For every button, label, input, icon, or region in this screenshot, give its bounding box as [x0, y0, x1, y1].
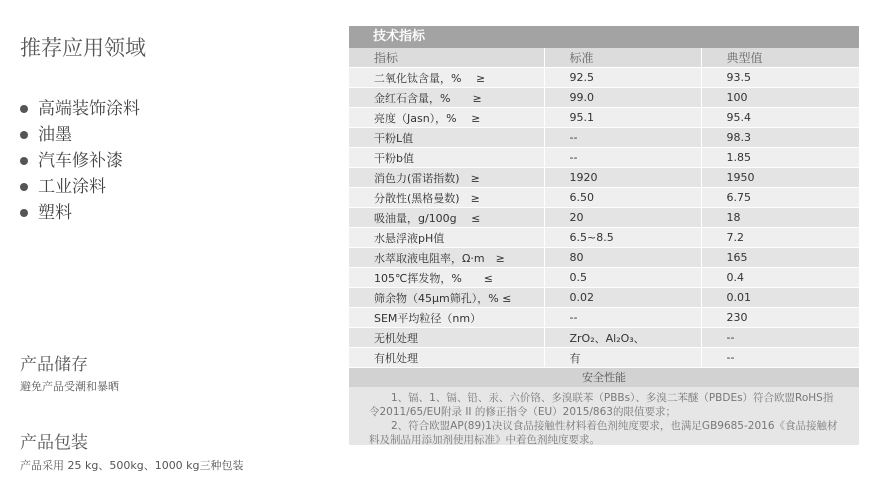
table-row: [349, 308, 859, 328]
cell-standard: 0.02: [544, 288, 701, 308]
cell-standard: 99.0: [544, 88, 701, 108]
table-row: [349, 348, 859, 368]
storage-text: 避免产品受潮和暴晒: [20, 380, 119, 393]
list-item: [20, 200, 140, 226]
cell-standard: --: [544, 148, 701, 168]
cell-indicator: 无机处理: [349, 328, 544, 348]
cell-typical: 98.3: [701, 128, 859, 148]
cell-typical: 1950: [701, 168, 859, 188]
bullet-icon: [20, 157, 28, 165]
table-row: [349, 68, 859, 88]
cell-standard: 1920: [544, 168, 701, 188]
cell-indicator: 亮度（Jasn），% ≥: [349, 108, 544, 128]
storage-title: 产品储存: [20, 355, 88, 375]
spec-panel: [349, 26, 859, 445]
cell-typical: 95.4: [701, 108, 859, 128]
cell-typical: 1.85: [701, 148, 859, 168]
cell-indicator: 筛余物（45μm筛孔），% ≤: [349, 288, 544, 308]
column-header-typical: 典型值: [701, 48, 859, 68]
table-row: [349, 288, 859, 308]
cell-typical: --: [701, 348, 859, 368]
cell-indicator: 干粉b值: [349, 148, 544, 168]
safety-line: 2、符合欧盟AP(89)1决议食品接触性材料着色剂纯度要求，也满足GB9685-2016《食品接触材料及制品用添加剂使用标准》中着色剂纯度要求。: [369, 420, 838, 446]
table-row: [349, 208, 859, 228]
packaging-title: 产品包装: [20, 433, 88, 453]
cell-typical: --: [701, 328, 859, 348]
cell-standard: --: [544, 308, 701, 328]
safety-title: 安全性能: [349, 368, 859, 387]
cell-typical: 0.01: [701, 288, 859, 308]
cell-typical: 165: [701, 248, 859, 268]
cell-typical: 100: [701, 88, 859, 108]
application-label: 汽车修补漆: [38, 151, 123, 171]
safety-text: [349, 387, 859, 445]
table-row: [349, 128, 859, 148]
table-header-row: [349, 48, 859, 68]
cell-indicator: 105℃挥发物，% ≤: [349, 268, 544, 288]
cell-standard: 95.1: [544, 108, 701, 128]
bullet-icon: [20, 105, 28, 113]
safety-line: 1、镉、1、镉、铅、汞、六价铬、多溴联苯（PBBs）、多溴二苯醚（PBDEs）符合欧盟RoHS指令2011/65/EU附录 II 的修正指令（EU）2015/863的限值要求；: [369, 392, 834, 418]
packaging-text: 产品采用 25 kg、500kg、1000 kg三种包装: [20, 459, 244, 472]
spec-title: 技术指标: [349, 26, 859, 48]
cell-indicator: 水悬浮液pH值: [349, 228, 544, 248]
left-column: [20, 0, 340, 490]
cell-standard: 0.5: [544, 268, 701, 288]
cell-standard: --: [544, 128, 701, 148]
cell-indicator: 分散性(黑格曼数) ≥: [349, 188, 544, 208]
cell-indicator: 水萃取液电阻率，Ω·m ≥: [349, 248, 544, 268]
application-label: 油墨: [38, 125, 72, 145]
list-item: [20, 122, 140, 148]
application-label: 工业涂料: [38, 177, 106, 197]
cell-indicator: 吸油量，g/100g ≤: [349, 208, 544, 228]
table-row: [349, 168, 859, 188]
cell-typical: 6.75: [701, 188, 859, 208]
cell-typical: 0.4: [701, 268, 859, 288]
application-label: 塑料: [38, 203, 72, 223]
cell-typical: 93.5: [701, 68, 859, 88]
cell-indicator: 金红石含量，% ≥: [349, 88, 544, 108]
table-row: [349, 328, 859, 348]
cell-typical: 230: [701, 308, 859, 328]
table-row: [349, 268, 859, 288]
table-row: [349, 88, 859, 108]
cell-standard: 有: [544, 348, 701, 368]
column-header-indicator: 指标: [349, 48, 544, 68]
cell-typical: 7.2: [701, 228, 859, 248]
bullet-icon: [20, 183, 28, 191]
cell-standard: 80: [544, 248, 701, 268]
table-row: [349, 188, 859, 208]
cell-typical: 18: [701, 208, 859, 228]
cell-standard: 20: [544, 208, 701, 228]
application-label: 高端装饰涂料: [38, 99, 140, 119]
spec-table: [349, 48, 859, 368]
cell-standard: ZrO₂、Al₂O₃、: [544, 328, 701, 348]
column-header-standard: 标准: [544, 48, 701, 68]
table-row: [349, 228, 859, 248]
applications-title: 推荐应用领域: [20, 36, 146, 60]
cell-standard: 92.5: [544, 68, 701, 88]
bullet-icon: [20, 209, 28, 217]
cell-indicator: 消色力(雷诺指数) ≥: [349, 168, 544, 188]
cell-indicator: 有机处理: [349, 348, 544, 368]
table-row: [349, 108, 859, 128]
cell-indicator: SEM平均粒径（nm）: [349, 308, 544, 328]
spec-rows: [349, 68, 859, 368]
cell-indicator: 干粉L值: [349, 128, 544, 148]
applications-list: [20, 96, 140, 226]
table-row: [349, 248, 859, 268]
cell-standard: 6.5~8.5: [544, 228, 701, 248]
list-item: [20, 148, 140, 174]
table-row: [349, 148, 859, 168]
bullet-icon: [20, 131, 28, 139]
cell-indicator: 二氧化钛含量，% ≥: [349, 68, 544, 88]
list-item: [20, 96, 140, 122]
cell-standard: 6.50: [544, 188, 701, 208]
list-item: [20, 174, 140, 200]
